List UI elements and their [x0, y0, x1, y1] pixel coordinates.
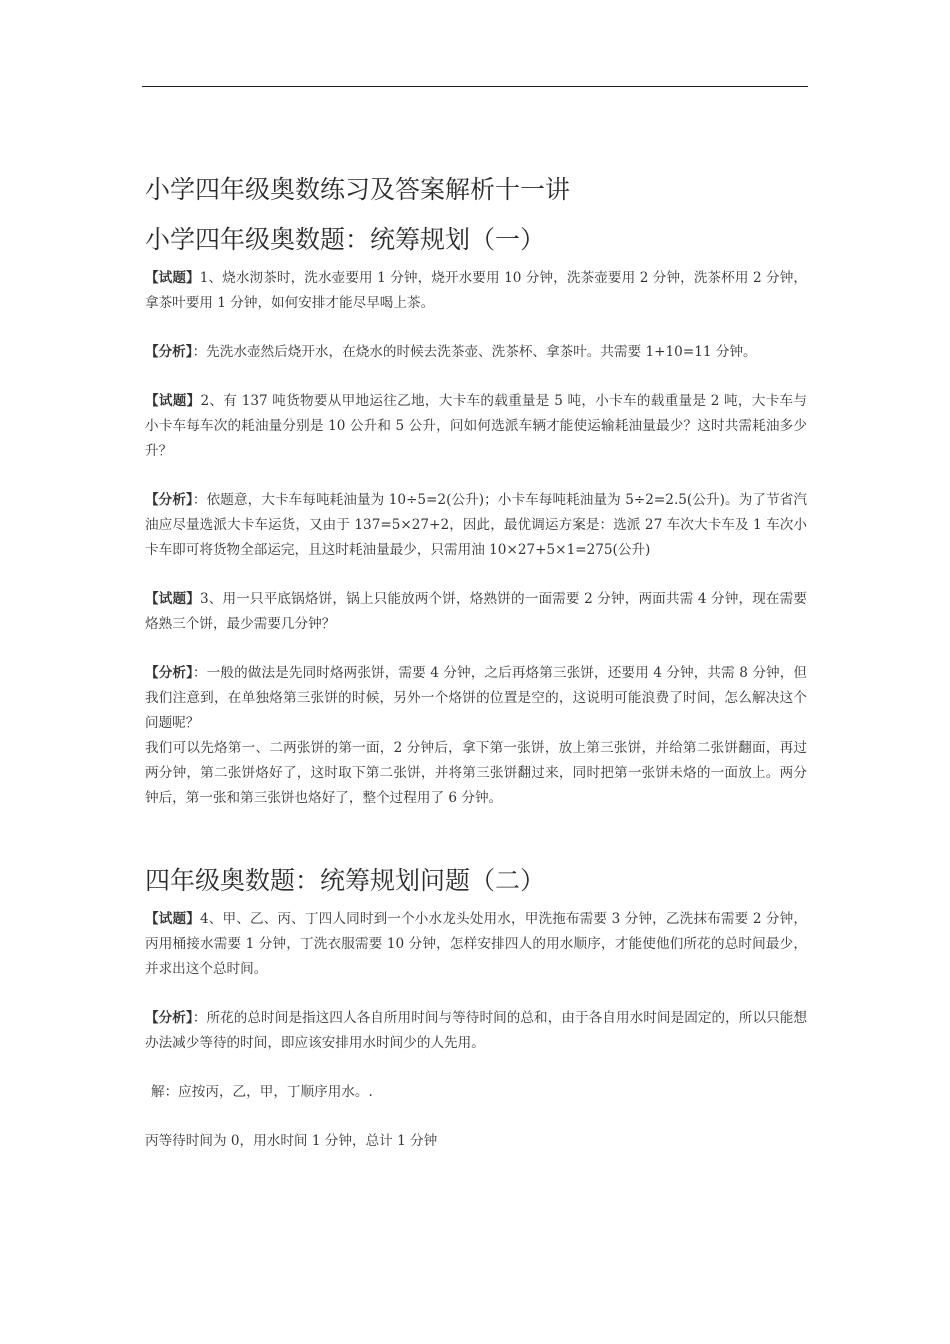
analysis-text: ：所花的总时间是指这四人各自所用时间与等待时间的总和，由于各自用水时间是固定的，所以只能想办法减少等待的时间，即应该安排用水时间少的人先用。 — [145, 1010, 808, 1051]
analysis-tag: 【分析】 — [145, 665, 193, 681]
question-text: 4、甲、乙、丙、丁四人同时到一个小水龙头处用水，甲洗拖布需要 3 分钟，乙洗抹布需要 2 分钟，丙用桶接水需要 1 分钟，丁洗衣服需要 10 分钟，怎样安排四人的用水顺序，才能使他们所花的总时间最少，并求出这个总时间。 — [145, 911, 807, 977]
question-text: 2、有 137 吨货物要从甲地运往乙地，大卡车的载重量是 5 吨，小卡车的载重量是 2 吨，大卡车与小卡车每车次的耗油量分别是 10 公升和 5 公升，问如何选派车辆才能使运输耗油量最少？这时共需耗油多少升？ — [145, 393, 807, 459]
section-2-title: 四年级奥数题：统筹规划问题（二） — [145, 866, 546, 895]
question-tag: 【试题】 — [145, 591, 200, 607]
analysis-4 — [145, 1006, 807, 1056]
question-2 — [145, 389, 807, 464]
solution-line: 解：应按丙，乙，甲，丁顺序用水。. — [151, 1084, 373, 1100]
analysis-tag: 【分析】 — [145, 1010, 193, 1026]
document-title: 小学四年级奥数练习及答案解析十一讲 — [145, 175, 571, 204]
analysis-1 — [145, 340, 807, 365]
analysis-text: ：依题意，大卡车每吨耗油量为 10÷5=2(公升)；小卡车每吨耗油量为 5÷2=2.5(公升)。为了节省汽油应尽量选派大卡车运货，又由于 137=5×27+2，因此，最优调运方案是：选派 27 车次大卡车及 1 车次小卡车即可将货物全部运完，且这时耗油量最少，只需用油 10×27+5×1=275(公升) — [145, 492, 807, 558]
question-4 — [145, 907, 807, 982]
section-1-title: 小学四年级奥数题：统筹规划（一） — [145, 225, 546, 254]
analysis-3 — [145, 661, 807, 736]
waiting-time-line: 丙等待时间为 0，用水时间 1 分钟，总计 1 分钟 — [145, 1133, 438, 1149]
question-text: 1、烧水沏茶时，洗水壶要用 1 分钟，烧开水要用 10 分钟，洗茶壶要用 2 分钟，洗茶杯用 2 分钟，拿茶叶要用 1 分钟，如何安排才能尽早喝上茶。 — [145, 270, 807, 311]
analysis-text: ：一般的做法是先同时烙两张饼，需要 4 分钟，之后再烙第三张饼，还要用 4 分钟，共需 8 分钟，但我们注意到，在单独烙第三张饼的时候，另外一个烙饼的位置是空的，这说明可能浪费了时间，怎么解决这个问题呢？ — [145, 665, 808, 731]
analysis-2 — [145, 488, 807, 563]
question-1 — [145, 266, 807, 316]
question-3 — [145, 587, 807, 637]
header-rule — [142, 86, 808, 87]
analysis-3-continued: 我们可以先烙第一、二两张饼的第一面，2 分钟后，拿下第一张饼，放上第三张饼，并给第二张饼翻面，再过两分钟，第二张饼烙好了，这时取下第二张饼，并将第三张饼翻过来，同时把第一张饼未烙的一面放上。两分钟后，第一张和第三张饼也烙好了，整个过程用了 6 分钟。 — [145, 740, 807, 806]
document-body — [145, 172, 807, 1178]
question-tag: 【试题】 — [145, 393, 201, 409]
question-tag: 【试题】 — [145, 270, 200, 286]
analysis-tag: 【分析】 — [145, 492, 193, 508]
question-text: 3、用一只平底锅烙饼，锅上只能放两个饼，烙熟饼的一面需要 2 分钟，两面共需 4 分钟，现在需要烙熟三个饼，最少需要几分钟？ — [145, 591, 807, 632]
question-tag: 【试题】 — [145, 911, 200, 927]
analysis-text: ：先洗水壶然后烧开水，在烧水的时候去洗茶壶、洗茶杯、拿茶叶。共需要 1+10=11 分钟。 — [192, 344, 757, 360]
analysis-tag: 【分析】 — [145, 344, 193, 360]
